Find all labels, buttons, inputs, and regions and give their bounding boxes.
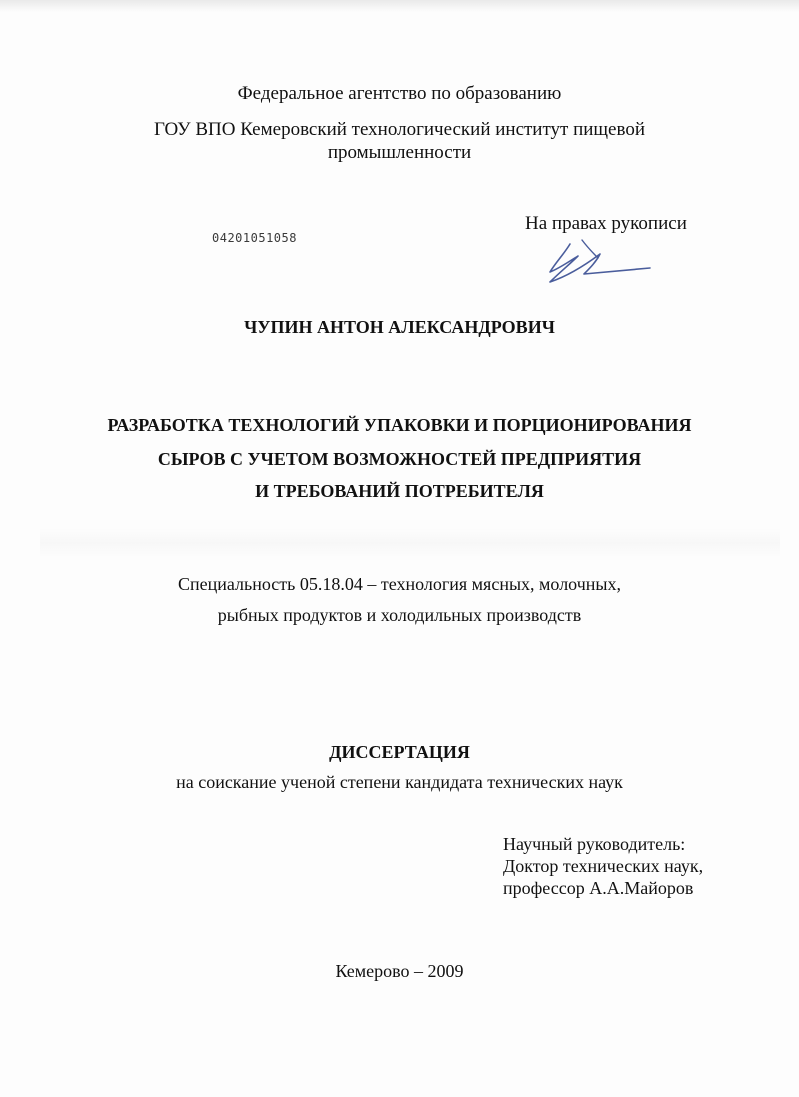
scan-top-edge (0, 0, 799, 12)
supervisor-label: Научный руководитель: (503, 834, 686, 854)
agency-name: Федеральное агентство по образованию (237, 83, 562, 104)
specialty-line1: Специальность 05.18.04 – технология мясных, молочных, (177, 574, 621, 594)
degree-line: на соискание ученой степени кандидата технических наук (176, 772, 623, 792)
supervisor-name: профессор А.А.Майоров (503, 878, 694, 898)
author-name: ЧУПИН АНТОН АЛЕКСАНДРОВИЧ (244, 317, 555, 337)
specialty-line2: рыбных продуктов и холодильных производств (217, 605, 582, 625)
dissertation-title-line1: РАЗРАБОТКА ТЕХНОЛОГИЙ УПАКОВКИ И ПОРЦИОНИРОВАНИЯ (107, 415, 692, 435)
manuscript-rights-label: На правах рукописи (525, 213, 687, 234)
work-type-heading: ДИССЕРТАЦИЯ (329, 742, 470, 762)
signature-stroke (550, 244, 650, 282)
institute-name-line2: промышленности (327, 142, 472, 163)
dissertation-title-line2: СЫРОВ С УЧЕТОМ ВОЗМОЖНОСТЕЙ ПРЕДПРИЯТИЯ (157, 449, 642, 469)
city-year: Кемерово – 2009 (335, 961, 464, 981)
institute-name-line1: ГОУ ВПО Кемеровский технологический институт пищевой (154, 119, 645, 140)
scan-shadow-band (40, 528, 780, 558)
signature-icon (538, 232, 658, 292)
archive-stamp-number: 04201051058 (212, 231, 297, 245)
dissertation-title-line3: И ТРЕБОВАНИЙ ПОТРЕБИТЕЛЯ (255, 481, 544, 501)
supervisor-degree: Доктор технических наук, (503, 856, 704, 876)
signature-accent-stroke (582, 240, 598, 258)
supervisor-block (503, 833, 703, 899)
